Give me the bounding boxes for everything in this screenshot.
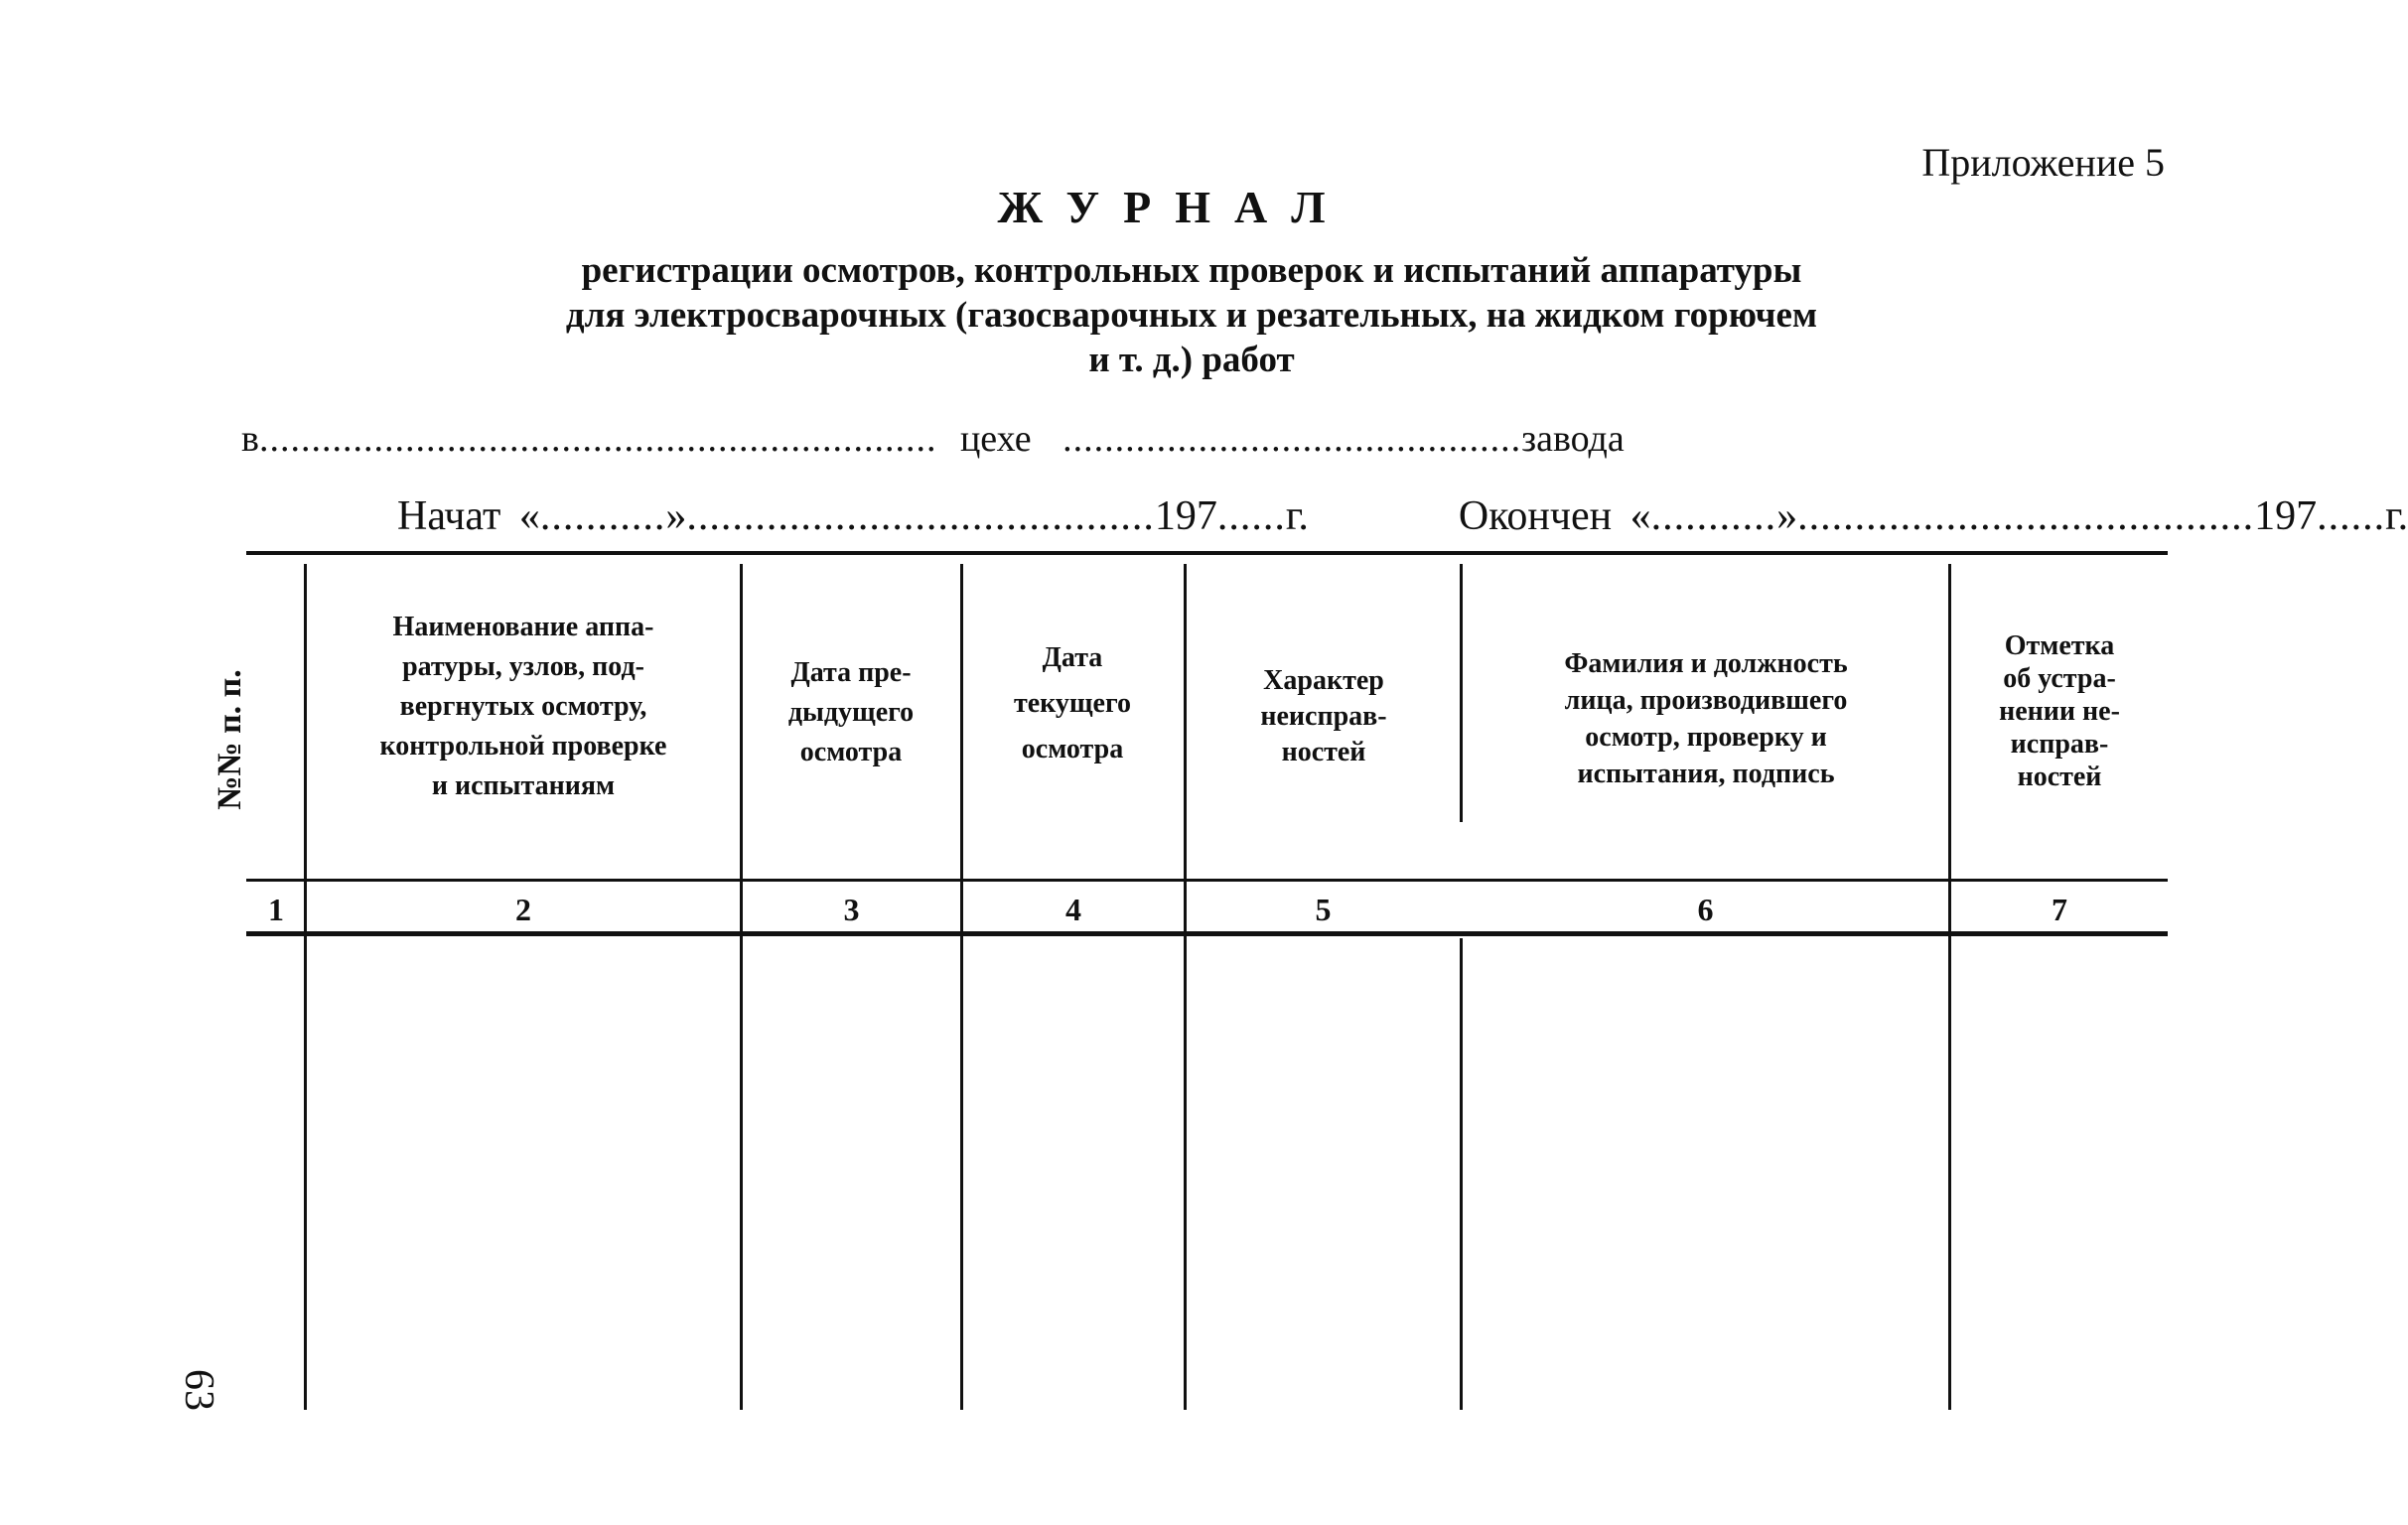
plant-label: завода (1521, 418, 1625, 460)
column-2-header-line: Наименование аппа- (392, 612, 654, 642)
page-number: 63 (176, 1369, 221, 1411)
column-divider-1 (304, 564, 307, 1410)
finished-year-suffix: г. (2385, 493, 2408, 539)
column-divider-6 (1948, 564, 1951, 1410)
column-number-2: 2 (515, 892, 531, 927)
started-label: Начат (397, 493, 501, 539)
column-3-header-line: Дата пре- (790, 657, 912, 688)
column-2-header-line: ратуры, узлов, под- (402, 651, 644, 682)
column-4-header (965, 635, 1180, 772)
column-5-header-line: ностей (1281, 737, 1366, 767)
column-3-header-line: дыдущего (787, 697, 915, 728)
place-prefix: в (241, 418, 259, 460)
column-7-header-line: исправ- (2010, 729, 2109, 760)
place-line (241, 417, 2029, 461)
column-number-4: 4 (1065, 892, 1081, 927)
plant-blank: ............................................ (1062, 418, 1522, 460)
finished-day-blank: ........... (1650, 493, 1777, 539)
column-3-header-line: осмотра (799, 737, 903, 767)
started-open-quote: « (518, 493, 540, 539)
column-2-header (310, 608, 737, 806)
column-6-header-line: испытания, подпись (1577, 759, 1835, 789)
column-1-header: №№ п. п. (212, 669, 248, 810)
column-5-header-line: неисправ- (1260, 701, 1387, 732)
table-top-rule (246, 551, 2168, 555)
column-7-header-line: об устра- (2003, 663, 2116, 694)
finished-label: Окончен (1458, 493, 1613, 539)
column-2-header-line: и испытаниям (431, 770, 616, 801)
started-year-blank: ...... (1216, 493, 1286, 539)
finished-year-blank: ...... (2317, 493, 2386, 539)
started-year: 197 (1154, 493, 1217, 539)
table-number-rule (246, 931, 2168, 936)
table-header-rule (246, 879, 2168, 882)
column-5-header (1190, 663, 1458, 770)
column-6-header-line: осмотр, проверку и (1585, 722, 1827, 753)
column-number-6: 6 (1697, 892, 1714, 927)
column-7-header-line: ностей (2017, 762, 2102, 792)
column-number-1: 1 (268, 892, 284, 927)
column-number-5: 5 (1315, 892, 1332, 927)
column-2-header-line: вергнутых осмотру, (399, 691, 647, 722)
column-6-header-line: Фамилия и должность (1564, 648, 1848, 679)
column-number-7: 7 (2052, 892, 2067, 927)
started-close-quote: » (665, 493, 687, 539)
column-6-header-line: лица, производившего (1564, 685, 1848, 716)
column-4-header-line: Дата (1042, 642, 1103, 673)
column-divider-3 (960, 564, 963, 1410)
subtitle-line-1: регистрации осмотров, контрольных проверок и испытаний аппаратуры (581, 250, 1802, 291)
workshop-label: цехе (959, 418, 1032, 460)
column-4-header-line: текущего (1013, 688, 1131, 719)
subtitle-line-2: для электросварочных (газосварочных и резательных, на жидком горючем (565, 295, 1818, 336)
started-year-suffix: г. (1285, 493, 1309, 539)
column-divider-4 (1184, 564, 1187, 1410)
column-7-header-line: нении не- (1999, 696, 2120, 727)
column-7-header (1954, 629, 2165, 793)
finished-month-blank: ........................................ (1797, 493, 2255, 539)
column-7-header-line: Отметка (2004, 630, 2115, 661)
column-5-header-line: Характер (1263, 665, 1384, 696)
appendix-label: Приложение 5 (1921, 140, 2165, 185)
workshop-blank: ................................................................. (258, 418, 937, 460)
column-3-header (745, 653, 957, 772)
column-divider-5 (1460, 564, 1463, 822)
finished-close-quote: » (1776, 493, 1798, 539)
document-subtitle (298, 248, 2085, 382)
column-6-header (1466, 645, 1946, 792)
document-title: ЖУРНАЛ (997, 182, 1349, 232)
finished-year: 197 (2254, 493, 2318, 539)
column-divider-2 (740, 564, 743, 1410)
column-divider-5-lower (1460, 938, 1463, 1410)
started-day-blank: ........... (539, 493, 666, 539)
finished-open-quote: « (1629, 493, 1651, 539)
subtitle-line-3: и т. д.) работ (1088, 340, 1295, 380)
column-4-header-line: осмотра (1021, 734, 1124, 764)
started-month-blank: ......................................... (686, 493, 1155, 539)
dates-line (397, 492, 2408, 540)
column-number-3: 3 (843, 892, 860, 927)
column-2-header-line: контрольной проверке (379, 731, 667, 762)
